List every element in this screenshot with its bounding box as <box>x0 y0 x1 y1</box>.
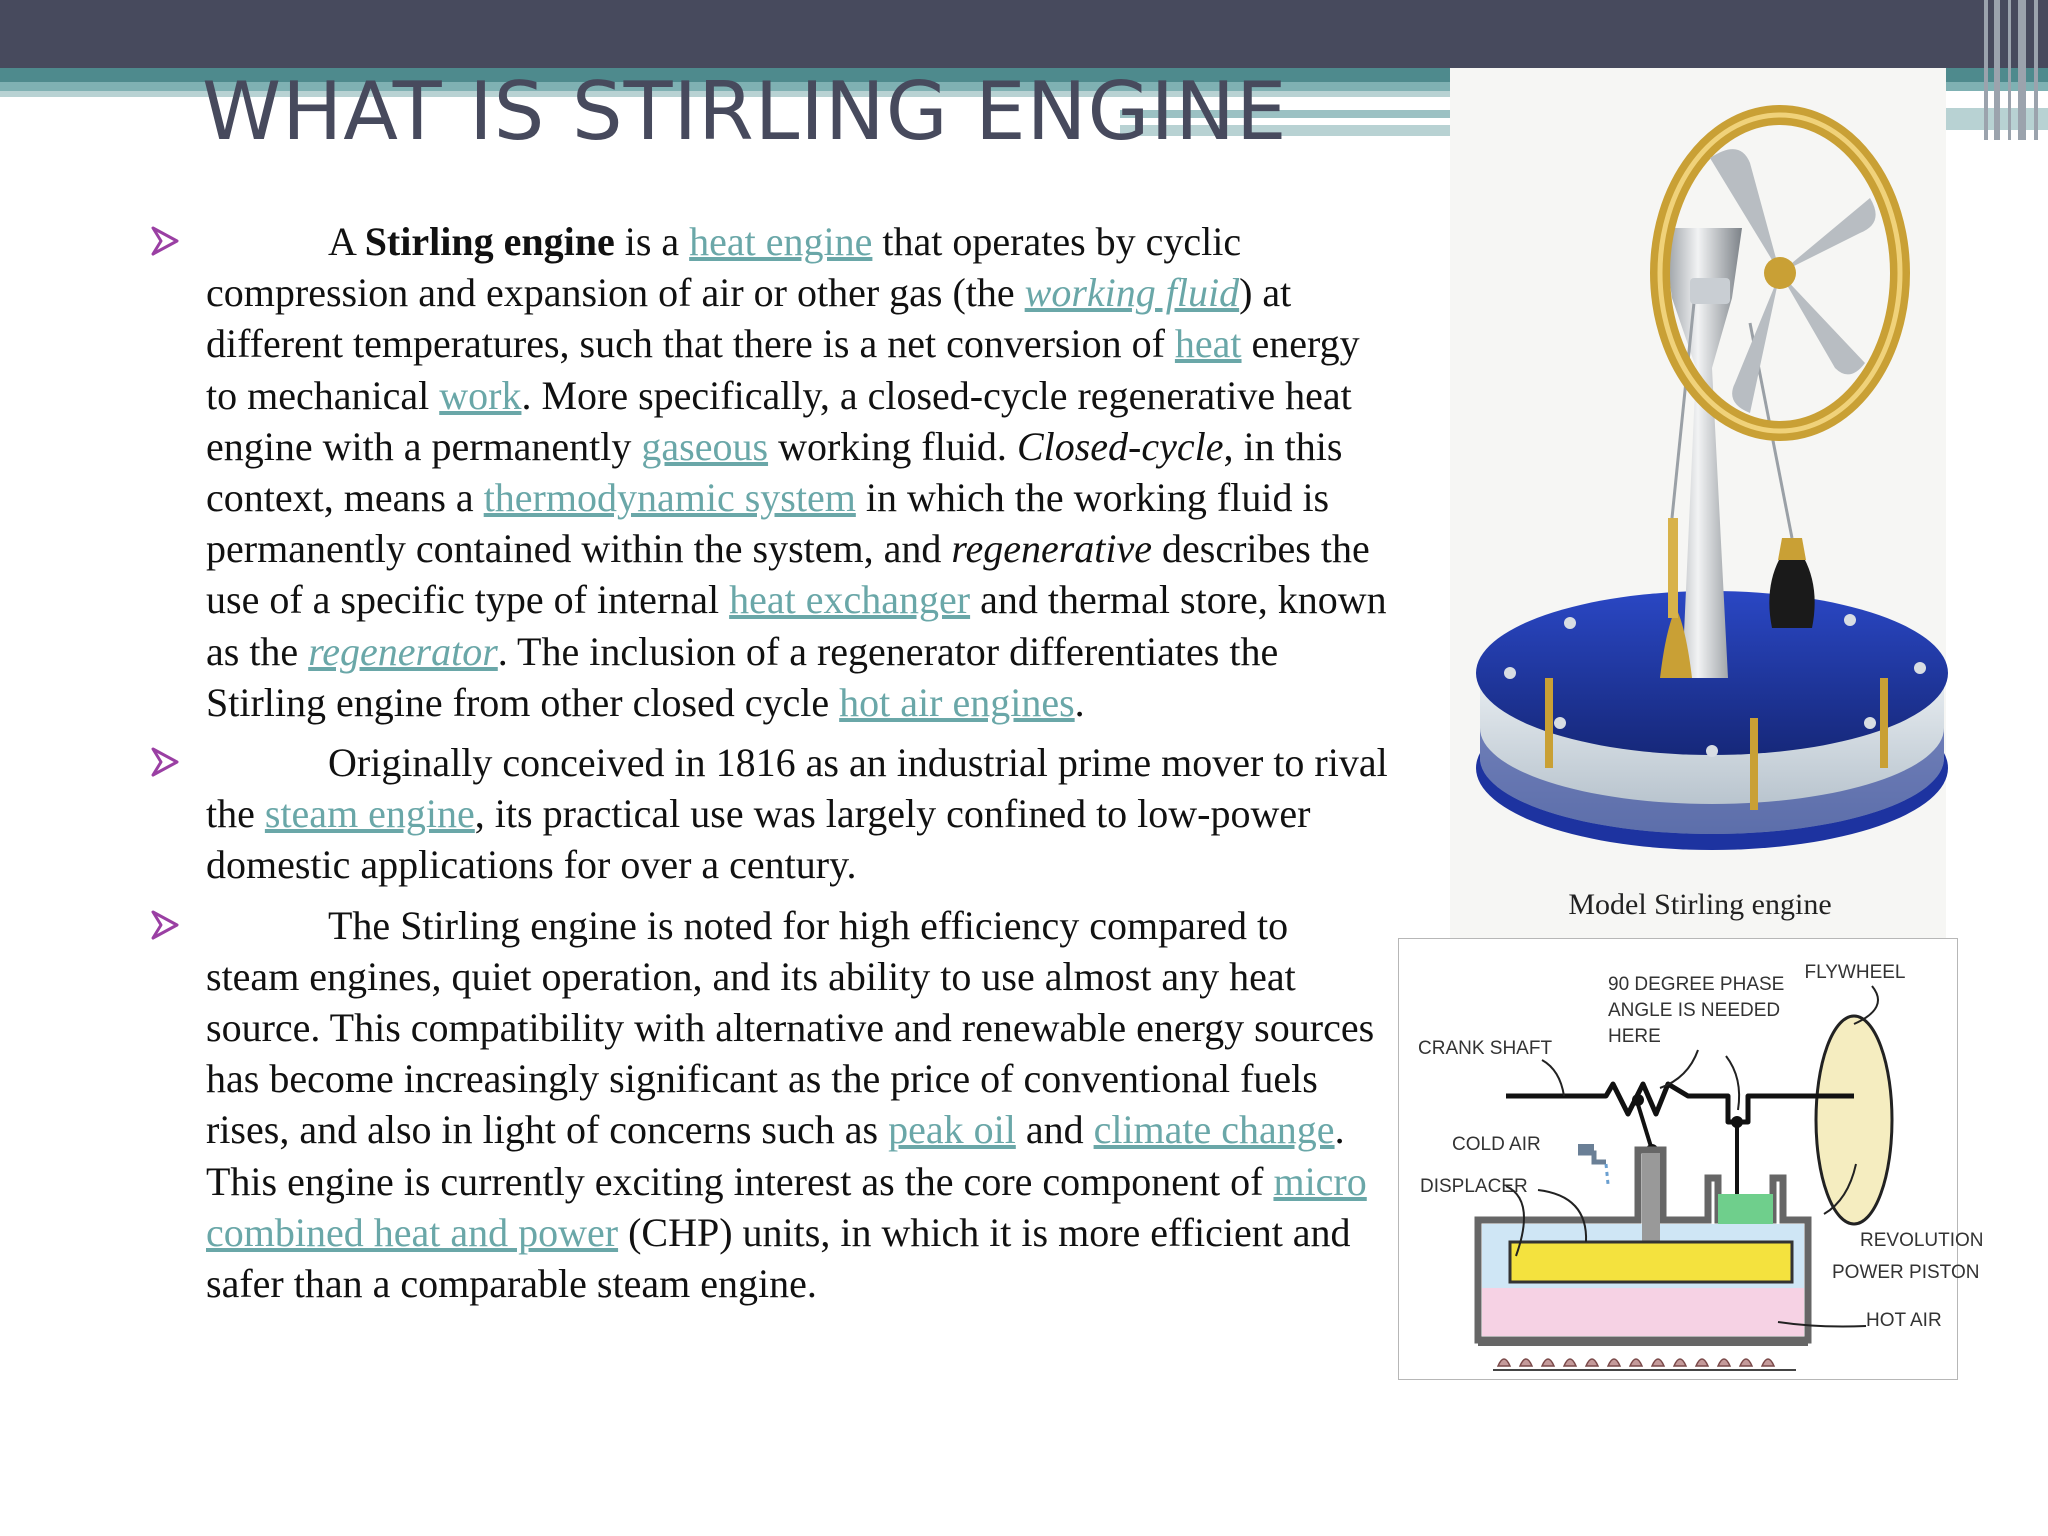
text-run: and thermal store, known as the <box>206 577 1387 674</box>
figure-caption: Model Stirling engine <box>1568 888 1832 921</box>
paragraph-text <box>206 740 1388 887</box>
paragraph-text <box>206 219 1387 725</box>
inline-link[interactable]: thermodynamic system <box>483 475 856 521</box>
inline-link[interactable]: gaseous <box>641 423 769 469</box>
bullet-paragraph <box>150 737 1390 891</box>
inline-link[interactable]: heat <box>1174 321 1242 367</box>
text-run: . The inclusion of a regenerator differentiates the Stirling engine from other closed cycle <box>206 628 1279 725</box>
text-run: Originally conceived in 1816 as an industrial prime mover to rival the <box>206 740 1388 837</box>
diagram-label-crank: CRANK SHAFT <box>1418 1038 1553 1059</box>
diagram-label-revolution: REVOLUTION <box>1860 1230 1984 1251</box>
arrow-bullet-icon <box>150 218 180 264</box>
text-run: The Stirling engine is noted for high efficiency compared to steam engines, quiet operation, and its ability to use almost any heat source. This compatibility with alternative and renewable energy sources has become increasingly significant as the price of conventional fuels rises, and also in light of concerns such as <box>206 902 1375 1153</box>
inline-link[interactable]: hot air engines <box>839 679 1075 725</box>
diagram-label-phase: 90 DEGREE PHASE <box>1608 974 1785 995</box>
inline-link[interactable]: regenerator <box>308 628 498 674</box>
arrow-bullet-icon <box>150 739 180 785</box>
inline-link[interactable]: working fluid <box>1024 270 1240 316</box>
slide-body <box>150 216 1390 1318</box>
text-run: , its practical use was largely confined to low-power domestic applications for over a century. <box>206 791 1311 888</box>
arrow-bullet-icon <box>150 902 180 948</box>
text-run: A <box>328 219 365 264</box>
stirling-engine-photo <box>1450 68 1946 938</box>
text-run: and <box>1015 1107 1094 1153</box>
text-run: ) at different temperatures, such that there is a net conversion of <box>206 270 1292 367</box>
inline-link[interactable]: heat engine <box>689 219 873 264</box>
diagram-label-phase: HERE <box>1608 1026 1661 1047</box>
text-run: energy to mechanical <box>206 321 1360 418</box>
inline-link[interactable]: work <box>439 372 522 418</box>
inline-link[interactable]: climate change <box>1093 1107 1335 1153</box>
stirling-engine-diagram <box>1398 938 1984 1380</box>
diagram-label-phase: ANGLE IS NEEDED <box>1608 1000 1781 1021</box>
bullet-paragraph <box>150 900 1390 1310</box>
diagram-label-cold: COLD AIR <box>1452 1134 1541 1155</box>
text-run: is a <box>614 219 690 264</box>
diagram-label-hot: HOT AIR <box>1866 1310 1942 1331</box>
inline-link[interactable]: heat exchanger <box>729 577 971 623</box>
text-run: . <box>1074 679 1085 725</box>
italic-term: regenerative <box>951 526 1153 572</box>
paragraph-text <box>206 903 1374 1306</box>
bold-term: Stirling engine <box>364 219 615 264</box>
corner-bars <box>1978 0 2048 140</box>
italic-term: Closed-cycle <box>1016 423 1224 469</box>
inline-link[interactable]: micro combined heat and power <box>206 1158 1367 1255</box>
text-run: . This engine is currently exciting interest as the core component of <box>206 1107 1345 1204</box>
inline-link[interactable]: steam engine <box>264 791 475 837</box>
diagram-label-flywheel: FLYWHEEL <box>1804 962 1906 983</box>
inline-link[interactable]: peak oil <box>888 1107 1016 1153</box>
bullet-paragraph <box>150 216 1390 728</box>
text-run: (CHP) units, in which it is more efficient and safer than a comparable steam engine. <box>206 1209 1351 1307</box>
text-run: describes the use of a specific type of internal <box>206 526 1370 623</box>
diagram-label-piston: POWER PISTON <box>1832 1262 1980 1283</box>
text-run: that operates by cyclic compression and expansion of air or other gas (the <box>206 219 1242 316</box>
text-run: , in this context, means a <box>206 423 1343 521</box>
text-run: . More specifically, a closed-cycle regenerative heat engine with a permanently <box>206 372 1352 469</box>
slide-title: WHAT IS STIRLING ENGINE <box>202 65 1288 158</box>
diagram-label-displacer: DISPLACER <box>1420 1176 1528 1197</box>
text-run: in which the working fluid is permanently contained within the system, and <box>206 475 1330 572</box>
text-run: working fluid. <box>768 423 1017 469</box>
header-bar <box>0 0 2048 68</box>
